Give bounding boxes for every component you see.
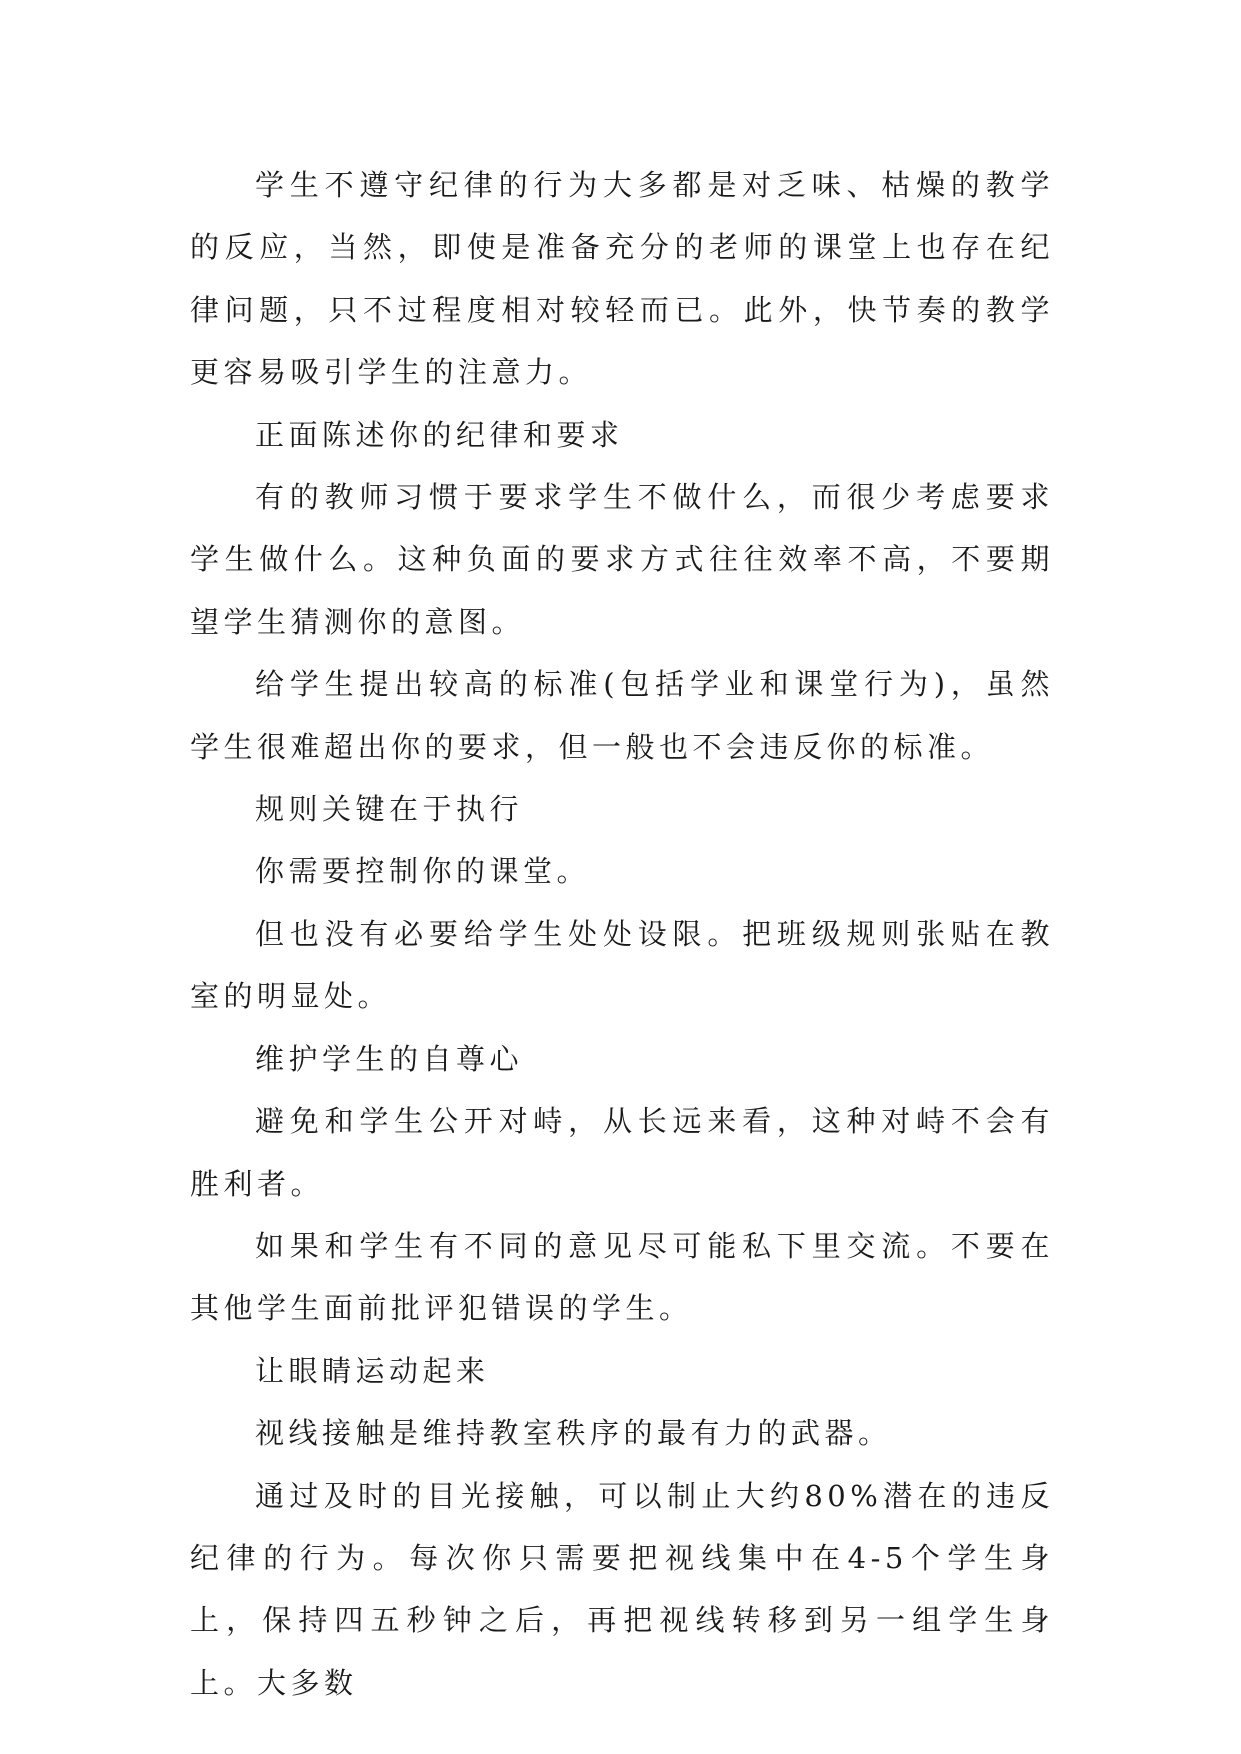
section-heading: 规则关键在于执行: [255, 792, 524, 827]
paragraph: 你需要控制你的课堂。: [255, 854, 591, 889]
section-heading: 维护学生的自尊心: [255, 1041, 524, 1076]
section-heading: 让眼睛运动起来: [255, 1353, 490, 1388]
paragraph: 给学生提出较高的标准(包括学业和课堂行为)，虽然学生很难超出你的要求，但一般也不会违反你的标准。: [190, 667, 1054, 764]
document-body: [190, 154, 1054, 1714]
paragraph: 学生不遵守纪律的行为大多都是对乏味、枯燥的教学的反应，当然，即使是准备充分的老师的课堂上也存在纪律问题，只不过程度相对较轻而已。此外，快节奏的教学更容易吸引学生的注意力。: [190, 168, 1054, 390]
paragraph: 通过及时的目光接触，可以制止大约80%潜在的违反纪律的行为。每次你只需要把视线集中在4-5个学生身上，保持四五秒钟之后，再把视线转移到另一组学生身上。大多数: [190, 1478, 1054, 1700]
paragraph: 避免和学生公开对峙，从长远来看，这种对峙不会有胜利者。: [190, 1104, 1054, 1201]
paragraph: 视线接触是维持教室秩序的最有力的武器。: [255, 1416, 892, 1451]
section-heading: 正面陈述你的纪律和要求: [255, 417, 624, 452]
paragraph: 有的教师习惯于要求学生不做什么，而很少考虑要求学生做什么。这种负面的要求方式往往效率不高，不要期望学生猜测你的意图。: [190, 480, 1054, 639]
paragraph: 如果和学生有不同的意见尽可能私下里交流。不要在其他学生面前批评犯错误的学生。: [190, 1228, 1054, 1326]
paragraph: 但也没有必要给学生处处设限。把班级规则张贴在教室的明显处。: [190, 916, 1054, 1014]
